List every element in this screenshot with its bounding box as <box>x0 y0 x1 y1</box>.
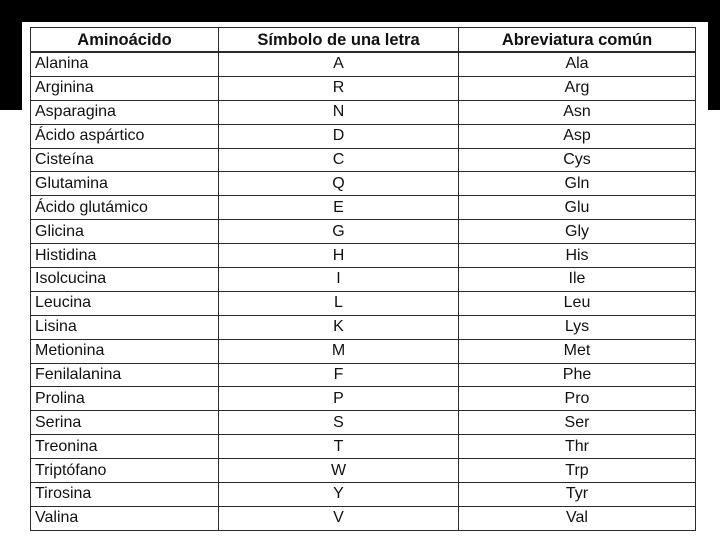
aminoacid-name-cell: Arginina <box>31 76 219 100</box>
header-one-letter-symbol: Símbolo de una letra <box>219 28 459 53</box>
table-row <box>31 387 696 411</box>
aminoacid-name-cell: Cisteína <box>31 148 219 172</box>
aminoacid-name-cell: Glicina <box>31 220 219 244</box>
one-letter-symbol-cell: F <box>219 363 459 387</box>
aminoacid-name-cell: Treonina <box>31 435 219 459</box>
table-row <box>31 172 696 196</box>
table-row <box>31 291 696 315</box>
common-abbreviation-cell: Met <box>459 339 696 363</box>
common-abbreviation-cell: Lys <box>459 315 696 339</box>
aminoacid-name-cell: Leucina <box>31 291 219 315</box>
one-letter-symbol-cell: P <box>219 387 459 411</box>
aminoacid-name-cell: Tirosina <box>31 483 219 507</box>
one-letter-symbol-cell: Y <box>219 483 459 507</box>
one-letter-symbol-cell: C <box>219 148 459 172</box>
aminoacid-name-cell: Fenilalanina <box>31 363 219 387</box>
aminoacid-name-cell: Ácido aspártico <box>31 124 219 148</box>
common-abbreviation-cell: Cys <box>459 148 696 172</box>
common-abbreviation-cell: Trp <box>459 459 696 483</box>
common-abbreviation-cell: Glu <box>459 196 696 220</box>
aminoacid-name-cell: Valina <box>31 506 219 530</box>
one-letter-symbol-cell: Q <box>219 172 459 196</box>
table-row <box>31 196 696 220</box>
common-abbreviation-cell: Gln <box>459 172 696 196</box>
one-letter-symbol-cell: R <box>219 76 459 100</box>
table-row <box>31 76 696 100</box>
common-abbreviation-cell: Asn <box>459 100 696 124</box>
aminoacid-name-cell: Alanina <box>31 52 219 76</box>
one-letter-symbol-cell: D <box>219 124 459 148</box>
aminoacid-name-cell: Histidina <box>31 244 219 268</box>
table-row <box>31 148 696 172</box>
one-letter-symbol-cell: V <box>219 506 459 530</box>
aminoacid-name-cell: Prolina <box>31 387 219 411</box>
one-letter-symbol-cell: T <box>219 435 459 459</box>
table-row <box>31 483 696 507</box>
aminoacid-name-cell: Lisina <box>31 315 219 339</box>
aminoacid-name-cell: Metionina <box>31 339 219 363</box>
header-aminoacid: Aminoácido <box>31 28 219 53</box>
one-letter-symbol-cell: I <box>219 268 459 292</box>
table-row <box>31 411 696 435</box>
one-letter-symbol-cell: L <box>219 291 459 315</box>
one-letter-symbol-cell: K <box>219 315 459 339</box>
header-common-abbreviation: Abreviatura común <box>459 28 696 53</box>
one-letter-symbol-cell: S <box>219 411 459 435</box>
table-row <box>31 459 696 483</box>
table-row <box>31 100 696 124</box>
common-abbreviation-cell: Val <box>459 506 696 530</box>
common-abbreviation-cell: Thr <box>459 435 696 459</box>
common-abbreviation-cell: Asp <box>459 124 696 148</box>
one-letter-symbol-cell: W <box>219 459 459 483</box>
aminoacid-name-cell: Triptófano <box>31 459 219 483</box>
common-abbreviation-cell: Phe <box>459 363 696 387</box>
aminoacid-name-cell: Glutamina <box>31 172 219 196</box>
table-row <box>31 315 696 339</box>
table-row <box>31 339 696 363</box>
table-row <box>31 268 696 292</box>
common-abbreviation-cell: Leu <box>459 291 696 315</box>
aminoacid-name-cell: Ácido glutámico <box>31 196 219 220</box>
aminoacid-name-cell: Isolcucina <box>31 268 219 292</box>
one-letter-symbol-cell: N <box>219 100 459 124</box>
one-letter-symbol-cell: E <box>219 196 459 220</box>
table-row <box>31 506 696 530</box>
common-abbreviation-cell: Ala <box>459 52 696 76</box>
amino-acid-table <box>30 27 696 531</box>
table-row <box>31 435 696 459</box>
common-abbreviation-cell: Pro <box>459 387 696 411</box>
common-abbreviation-cell: His <box>459 244 696 268</box>
aminoacid-name-cell: Serina <box>31 411 219 435</box>
common-abbreviation-cell: Arg <box>459 76 696 100</box>
one-letter-symbol-cell: G <box>219 220 459 244</box>
common-abbreviation-cell: Gly <box>459 220 696 244</box>
one-letter-symbol-cell: M <box>219 339 459 363</box>
common-abbreviation-cell: Tyr <box>459 483 696 507</box>
one-letter-symbol-cell: H <box>219 244 459 268</box>
aminoacid-name-cell: Asparagina <box>31 100 219 124</box>
table-body <box>31 52 696 530</box>
table-header-row <box>31 28 696 53</box>
table-frame <box>22 22 708 538</box>
table-row <box>31 363 696 387</box>
one-letter-symbol-cell: A <box>219 52 459 76</box>
table-row <box>31 220 696 244</box>
table-row <box>31 124 696 148</box>
common-abbreviation-cell: Ser <box>459 411 696 435</box>
table-row <box>31 52 696 76</box>
table-row <box>31 244 696 268</box>
common-abbreviation-cell: Ile <box>459 268 696 292</box>
